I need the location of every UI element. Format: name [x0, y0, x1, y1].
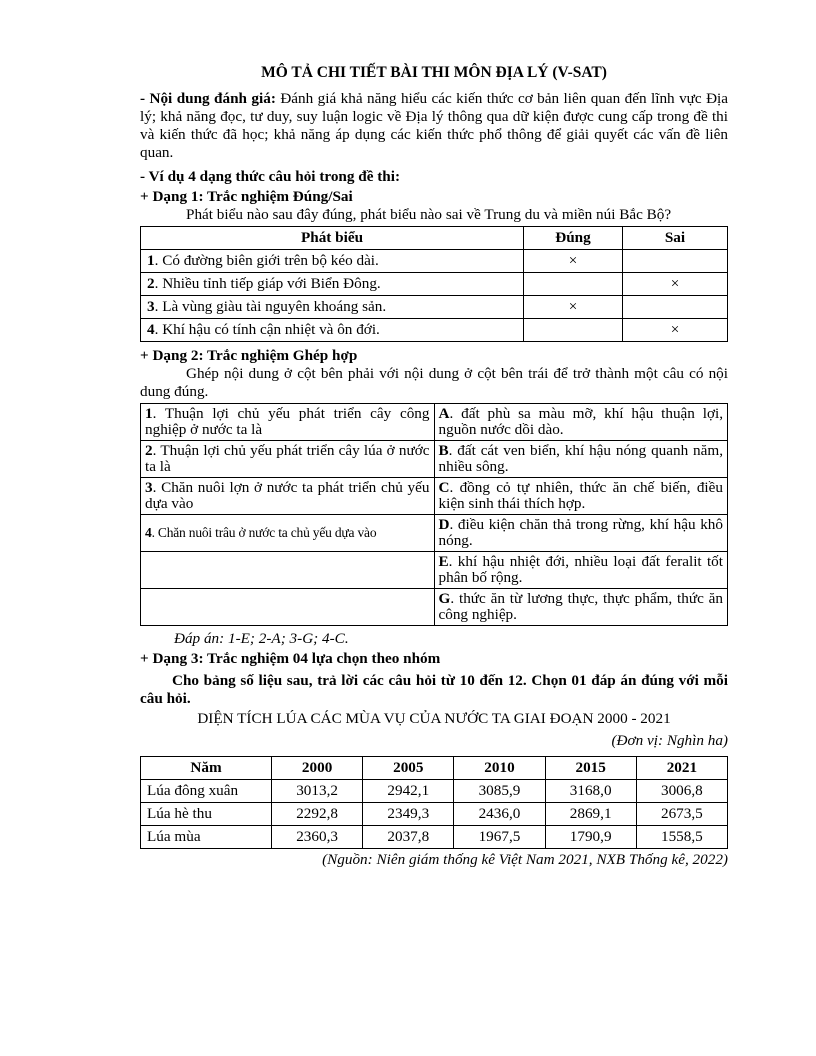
- right-letter: E: [438, 553, 449, 570]
- value-cell: 2360,3: [272, 826, 363, 849]
- table-row: [141, 273, 728, 296]
- left-cell: [141, 478, 435, 515]
- statement-text: . Có đường biên giới trên bộ kéo dài.: [154, 252, 379, 269]
- left-cell-empty: [141, 589, 435, 626]
- intro-label: - Nội dung đánh giá:: [140, 90, 276, 107]
- right-text: . đồng cỏ tự nhiên, thức ăn chế biến, điều kiện sinh thái thích hợp.: [438, 479, 723, 512]
- right-letter: B: [438, 442, 449, 459]
- col-header: 2000: [272, 757, 363, 780]
- q2-prompt: Ghép nội dung ở cột bên phải với nội dung ở cột bên trái để trở thành một câu có nội dung đúng.: [140, 365, 728, 400]
- right-cell: [434, 515, 728, 552]
- right-text: . đất phù sa màu mỡ, khí hậu thuận lợi, nguồn nước dồi dào.: [438, 405, 723, 438]
- statement-text: . Là vùng giàu tài nguyên khoáng sản.: [154, 298, 387, 315]
- statement-cell: [141, 319, 524, 342]
- col-header: 2005: [363, 757, 454, 780]
- table-unit: (Đơn vị: Nghìn ha): [611, 732, 728, 749]
- statement-cell: [141, 250, 524, 273]
- true-cell: [524, 273, 623, 296]
- col-header-statement: Phát biểu: [141, 227, 524, 250]
- statement-cell: [141, 296, 524, 319]
- value-cell: 2869,1: [545, 803, 636, 826]
- rice-area-table: [140, 756, 728, 849]
- intro-paragraph: [140, 90, 728, 162]
- left-cell: [141, 441, 435, 478]
- statement-text: . Nhiều tỉnh tiếp giáp với Biển Đông.: [154, 275, 381, 292]
- false-cell: [623, 250, 728, 273]
- row-label: Lúa đông xuân: [141, 780, 272, 803]
- col-header: 2021: [636, 757, 727, 780]
- left-cell-empty: [141, 552, 435, 589]
- right-letter: C: [438, 479, 450, 496]
- true-cell: [524, 319, 623, 342]
- table-source: (Nguồn: Niên giám thống kê Việt Nam 2021, NXB Thống kê, 2022): [322, 851, 728, 868]
- table-title: DIỆN TÍCH LÚA CÁC MÙA VỤ CỦA NƯỚC TA GIAI ĐOẠN 2000 - 2021: [197, 710, 671, 727]
- table-row: [141, 296, 728, 319]
- value-cell: 2292,8: [272, 803, 363, 826]
- row-label: Lúa hè thu: [141, 803, 272, 826]
- col-header: 2015: [545, 757, 636, 780]
- false-cell: ×: [623, 319, 728, 342]
- table-row: [141, 589, 728, 626]
- value-cell: 3013,2: [272, 780, 363, 803]
- false-cell: [623, 296, 728, 319]
- intro-text: Đánh giá khả năng hiểu các kiến thức cơ bản liên quan đến lĩnh vực Địa lý; khả năng đọc, tư duy, suy luận logic về Địa lý thông qua dữ kiện được cung cấp trong đề thi và kiến thức đã học; khả năng áp dụng các kiến thức phổ thông để giải quyết các vấn đề liên quan.: [140, 90, 729, 161]
- left-cell: [141, 404, 435, 441]
- right-text: . thức ăn từ lương thực, thực phẩm, thức ăn công nghiệp.: [438, 590, 723, 623]
- value-cell: 1558,5: [636, 826, 727, 849]
- statement-cell: [141, 273, 524, 296]
- q1-prompt: Phát biểu nào sau đây đúng, phát biểu nào sai về Trung du và miền núi Bắc Bộ?: [186, 206, 672, 223]
- table-header-row: [141, 757, 728, 780]
- statement-number: 1: [147, 252, 155, 269]
- statement-number: 2: [147, 275, 155, 292]
- table-row: [141, 404, 728, 441]
- left-number: 3: [145, 479, 153, 496]
- left-text: . Thuận lợi chủ yếu phát triển cây lúa ở nước ta là: [145, 442, 430, 475]
- q1-heading: + Dạng 1: Trắc nghiệm Đúng/Sai: [140, 188, 353, 205]
- table-row: [141, 250, 728, 273]
- table-row: [141, 826, 728, 849]
- left-text: . Chăn nuôi trâu ở nước ta chủ yếu dựa vào: [151, 525, 377, 540]
- value-cell: 2673,5: [636, 803, 727, 826]
- value-cell: 2349,3: [363, 803, 454, 826]
- right-cell: [434, 404, 728, 441]
- statement-number: 4: [147, 321, 155, 338]
- right-text: . đất cát ven biển, khí hậu nóng quanh năm, nhiều sông.: [438, 442, 723, 475]
- right-text: . khí hậu nhiệt đới, nhiều loại đất feralit tốt phân bố rộng.: [438, 553, 723, 586]
- q2-heading: + Dạng 2: Trắc nghiệm Ghép hợp: [140, 347, 358, 364]
- col-header-true: Đúng: [524, 227, 623, 250]
- left-number: 1: [145, 405, 153, 422]
- right-cell: [434, 478, 728, 515]
- right-cell: [434, 441, 728, 478]
- matching-table: [140, 403, 728, 626]
- right-letter: G: [438, 590, 451, 607]
- col-header-year: Năm: [141, 757, 272, 780]
- right-cell: [434, 589, 728, 626]
- value-cell: 3085,9: [454, 780, 545, 803]
- value-cell: 1790,9: [545, 826, 636, 849]
- col-header-false: Sai: [623, 227, 728, 250]
- true-false-table: [140, 226, 728, 342]
- col-header: 2010: [454, 757, 545, 780]
- table-row: [141, 780, 728, 803]
- table-row: [141, 552, 728, 589]
- q2-answer: Đáp án: 1-E; 2-A; 3-G; 4-C.: [174, 630, 349, 647]
- left-number: 4: [145, 525, 152, 540]
- page-title: MÔ TẢ CHI TIẾT BÀI THI MÔN ĐỊA LÝ (V-SAT): [261, 64, 607, 81]
- table-row: [141, 319, 728, 342]
- true-cell: ×: [524, 250, 623, 273]
- right-letter: D: [438, 516, 450, 533]
- document-page: [140, 64, 728, 869]
- value-cell: 3168,0: [545, 780, 636, 803]
- table-header-row: [141, 227, 728, 250]
- value-cell: 1967,5: [454, 826, 545, 849]
- table-row: [141, 803, 728, 826]
- right-cell: [434, 552, 728, 589]
- left-text: . Chăn nuôi lợn ở nước ta phát triển chủ yếu dựa vào: [145, 479, 430, 512]
- true-cell: ×: [524, 296, 623, 319]
- table-row: [141, 478, 728, 515]
- table-row: [141, 441, 728, 478]
- value-cell: 2942,1: [363, 780, 454, 803]
- right-letter: A: [438, 405, 450, 422]
- left-text: . Thuận lợi chủ yếu phát triển cây công nghiệp ở nước ta là: [145, 405, 430, 438]
- right-text: . điều kiện chăn thả trong rừng, khí hậu khô nóng.: [438, 516, 723, 549]
- value-cell: 3006,8: [636, 780, 727, 803]
- value-cell: 2436,0: [454, 803, 545, 826]
- table-row: [141, 515, 728, 552]
- q3-prompt: Cho bảng số liệu sau, trả lời các câu hỏi từ 10 đến 12. Chọn 01 đáp án đúng với mỗi câu hỏi.: [140, 672, 728, 707]
- left-number: 2: [145, 442, 153, 459]
- left-cell: [141, 515, 435, 552]
- row-label: Lúa mùa: [141, 826, 272, 849]
- q3-heading: + Dạng 3: Trắc nghiệm 04 lựa chọn theo nhóm: [140, 650, 441, 667]
- statement-number: 3: [147, 298, 155, 315]
- value-cell: 2037,8: [363, 826, 454, 849]
- false-cell: ×: [623, 273, 728, 296]
- statement-text: . Khí hậu có tính cận nhiệt và ôn đới.: [154, 321, 380, 338]
- examples-heading: - Ví dụ 4 dạng thức câu hỏi trong đề thi:: [140, 168, 401, 185]
